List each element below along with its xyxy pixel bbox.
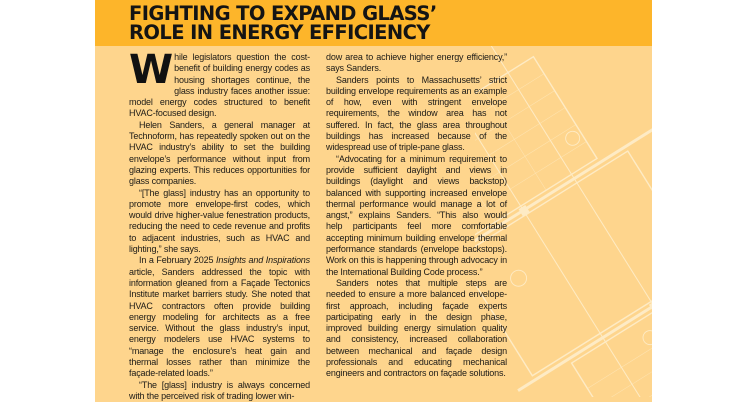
headline-line-1: FIGHTING TO EXPAND GLASS’ [129, 2, 437, 25]
paragraph: Sanders notes that multiple steps are needed to ensure a more balanced envelope-first approach, including façade experts participating early in the design phase, improved building energy simulation quality and consistency, increased collaboration between mechanical and façade design professionals and educating mechanical engineers and contractors on façade solutions. [326, 277, 507, 379]
paragraph-text: In a February 2025 [139, 255, 217, 266]
paragraph-text: hile legislators question the cost-benefit of building energy codes as housing shortages continue, the glass industry faces another issue: model energy codes structured to benefit HVAC-focused design. [129, 52, 310, 119]
paragraph: “The [glass] industry is always concerned with the perceived risk of trading lower win- [129, 379, 310, 401]
paragraph [129, 47, 310, 120]
paragraph: Helen Sanders, a general manager at Technoform, has repeatedly spoken out on the HVAC industry’s ability to set the building envelope’s performance without input from glazing experts. This reduces opportunities for glass companies. [129, 119, 310, 187]
paragraph [129, 255, 310, 379]
article-panel [95, 0, 652, 402]
publication-title: Insights and Inspirations [216, 255, 311, 266]
paragraph: Sanders points to Massachusetts’ strict building envelope requirements as an example of how, even with stringent envelope requirements, the window area has not suffered. In fact, the glass area throughout buildings has increased because of the widespread use of triple-pane glass. [326, 74, 507, 153]
paragraph-text: article, Sanders addressed the topic with information gleaned from a Façade Tectonics Institute market barriers study. She noted that HVAC contractors often provide building energy modeling for architects as a free service. Without the glass industry’s input, energy modelers use HVAC systems to “manage the enclosure’s heat gain and thermal losses rather than minimize the façade-related loads.” [129, 266, 310, 379]
drop-cap: W [129, 47, 172, 93]
paragraph: “Advocating for a minimum requirement to provide sufficient daylight and views in buildings (daylight and views backstop) balanced with supporting increased envelope thermal performance would manage a lot of angst,” explains Sanders. “This also would help participants feel more comfortable accepting minimum building envelope thermal performance standards (envelope backstops). Work on this is happening through advocacy in the International Building Code process.” [326, 153, 507, 277]
left-column [129, 47, 311, 402]
right-column [326, 52, 507, 380]
paragraph: “[The glass] industry has an opportunity to promote more envelope-first codes, which would drive higher-value fenestration products, reducing the need to cede revenue and profits to adjacent industries, such as HVAC and lighting,” she says. [129, 187, 310, 255]
headline-line-2: ROLE IN ENERGY EFFICIENCY [129, 21, 430, 44]
paragraph: dow area to achieve higher energy efficiency,” says Sanders. [326, 52, 507, 74]
article-columns [95, 0, 652, 402]
